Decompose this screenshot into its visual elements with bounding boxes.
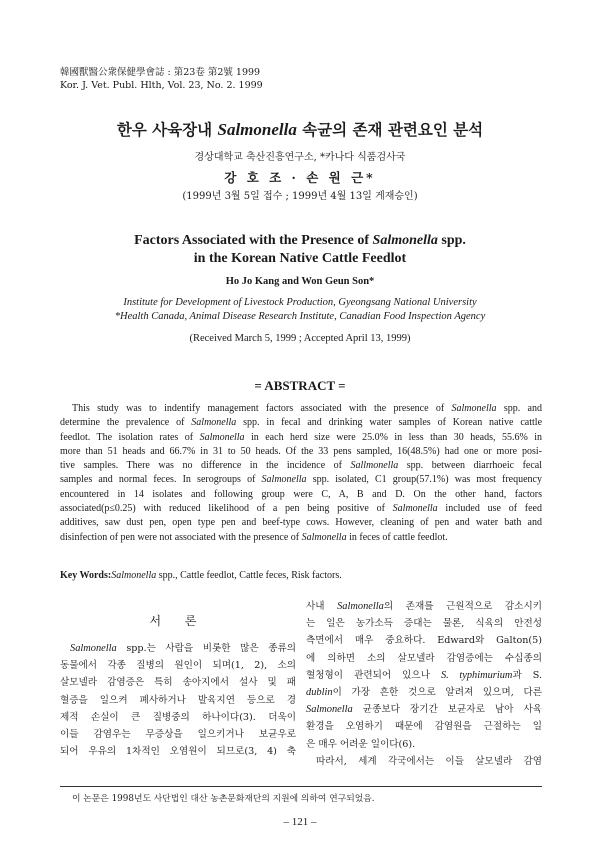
section-title-introduction: 서 론 xyxy=(149,614,207,628)
korean-received-date: (1999년 3월 5일 접수 ; 1999년 4월 13일 게재승인) xyxy=(182,191,418,202)
korean-authors: 강 호 조 · 손 원 근* xyxy=(224,170,376,185)
body-line: dublin이 가장 흔한 것으로 알려져 있으며, 다른 xyxy=(306,687,542,699)
abstract-heading: = ABSTRACT = xyxy=(254,378,346,393)
english-title: Factors Associated with the Presence of Salmonella spp. in the Korean Native Cattle Feedlot xyxy=(134,233,466,266)
footnote-rule xyxy=(60,786,542,787)
abstract-line: associated(p≤0.25) with reduced likelihood of a pen being positive of Salmonella included use of feed xyxy=(60,503,542,515)
body-line: 는 일은 농가소득 증대는 물론, 식육의 안전성 xyxy=(306,618,542,630)
abstract-line: additives, saw dust pen, open type pen and beef-type cows. However, cleaning of pen and water bath and xyxy=(60,517,542,529)
abstract-line: samples and normal feces. In serogroups of Salmonella spp. isolated, C1 group(57.1%) was most frequency xyxy=(60,474,542,486)
body-line: Salmonella 균종보다 장기간 보균자로 남아 사육 xyxy=(306,704,542,716)
abstract-line: This study was to indentify management factors associated with the presence of Salmonella spp. and xyxy=(72,403,542,414)
body-line: 은 매우 어려운 일이다(6). xyxy=(306,738,416,750)
body-line: 따라서, 세계 각국에서는 이들 살모넬라 감염 xyxy=(316,755,542,767)
body-line: 제적 손실이 큰 질병중의 하나이다(3). 더욱이 xyxy=(60,711,296,723)
body-line: Salmonella spp.는 사람을 비롯한 많은 종류의 xyxy=(70,643,296,654)
abstract-line: determine the prevalence of Salmonella spp. in fecal and drinking water samples of Korean native cattle xyxy=(60,417,543,429)
footnote: 이 논문은 1998년도 사단법인 대산 농촌문화재단의 지원에 의하여 연구되었음. xyxy=(72,794,375,804)
keywords: Key Words:Salmonella spp., Cattle feedlot, Cattle feces, Risk factors. xyxy=(60,570,342,581)
korean-title: 한우 사육장내 Salmonella 속균의 존재 관련요인 분석 xyxy=(116,120,484,139)
abstract-line: more than 51 heads and 66.7% in 31 to 50 heads. Of the 33 pens sampled, 16(48.5%) had one or more posi- xyxy=(60,445,542,457)
body-line: 살모넬라 감염증은 특히 송아지에서 설사 및 패 xyxy=(60,677,296,689)
body-line: 혈청형이 관련되어 있으나 S. typhimurium과 S. xyxy=(306,669,543,681)
abstract-line: disinfection of pen were not associated with the presence of Salmonella in feces of cattle feedlot. xyxy=(60,531,448,543)
journal-line-english: Kor. J. Vet. Publ. Hlth, Vol. 23, No. 2. 1999 xyxy=(60,80,263,91)
body-line: 에 의하면 소의 살모넬라 감염증에는 수십종의 xyxy=(306,652,542,664)
journal-line-korean: 韓國獸醫公衆保健學會誌 : 第23卷 第2號 1999 xyxy=(60,67,261,78)
korean-affiliation: 경상대학교 축산진흥연구소, *카나다 식품검사국 xyxy=(194,152,406,163)
abstract-line: feedlot. The isolation rates of Salmonella in each herd size were 25.0% in less than 30 heads, 55.6% in xyxy=(60,431,543,443)
right-column-body xyxy=(306,598,542,770)
body-line: 사내 Salmonella의 존재를 근원적으로 감소시키 xyxy=(306,601,542,612)
body-line: 측면에서 매우 중요하다. Edward와 Galton(5) xyxy=(306,635,542,647)
abstract-line: tive samples. There was no difference in the incidence of Sallmonella spp. between diarrhoeic fecal xyxy=(60,460,542,472)
abstract-line: encountered in 14 isolates and following group were C, A, B and D. On the other hand, factors xyxy=(60,488,542,500)
body-line: 동물에서 각종 질병의 원인이 되며(1, 2), 소의 xyxy=(60,660,296,672)
body-line: 혈증을 일으켜 폐사하거나 발육지연 등으로 경 xyxy=(60,694,296,706)
english-authors: Ho Jo Kang and Won Geun Son* xyxy=(225,276,375,287)
english-institutions: Institute for Development of Livestock Production, Gyeongsang National University *Health Canada, Animal Disease Research Institute, Canadian Food Inspection Agency xyxy=(114,297,486,322)
body-line: 되어 우유의 1차적인 오염원이 되므로(3, 4) 축 xyxy=(60,746,296,758)
page-number: – 121 – xyxy=(283,816,317,828)
body-line: 이들 감염우는 무증상을 일으키거나 보균우로 xyxy=(60,729,296,741)
body-line: 환경을 오염하기 때문에 감염원을 근절하는 일 xyxy=(306,721,542,733)
journal-header xyxy=(60,66,263,92)
left-column-body xyxy=(60,640,296,760)
english-received-date: (Received March 5, 1999 ; Accepted April 13, 1999) xyxy=(189,333,411,344)
abstract-body xyxy=(60,402,542,545)
